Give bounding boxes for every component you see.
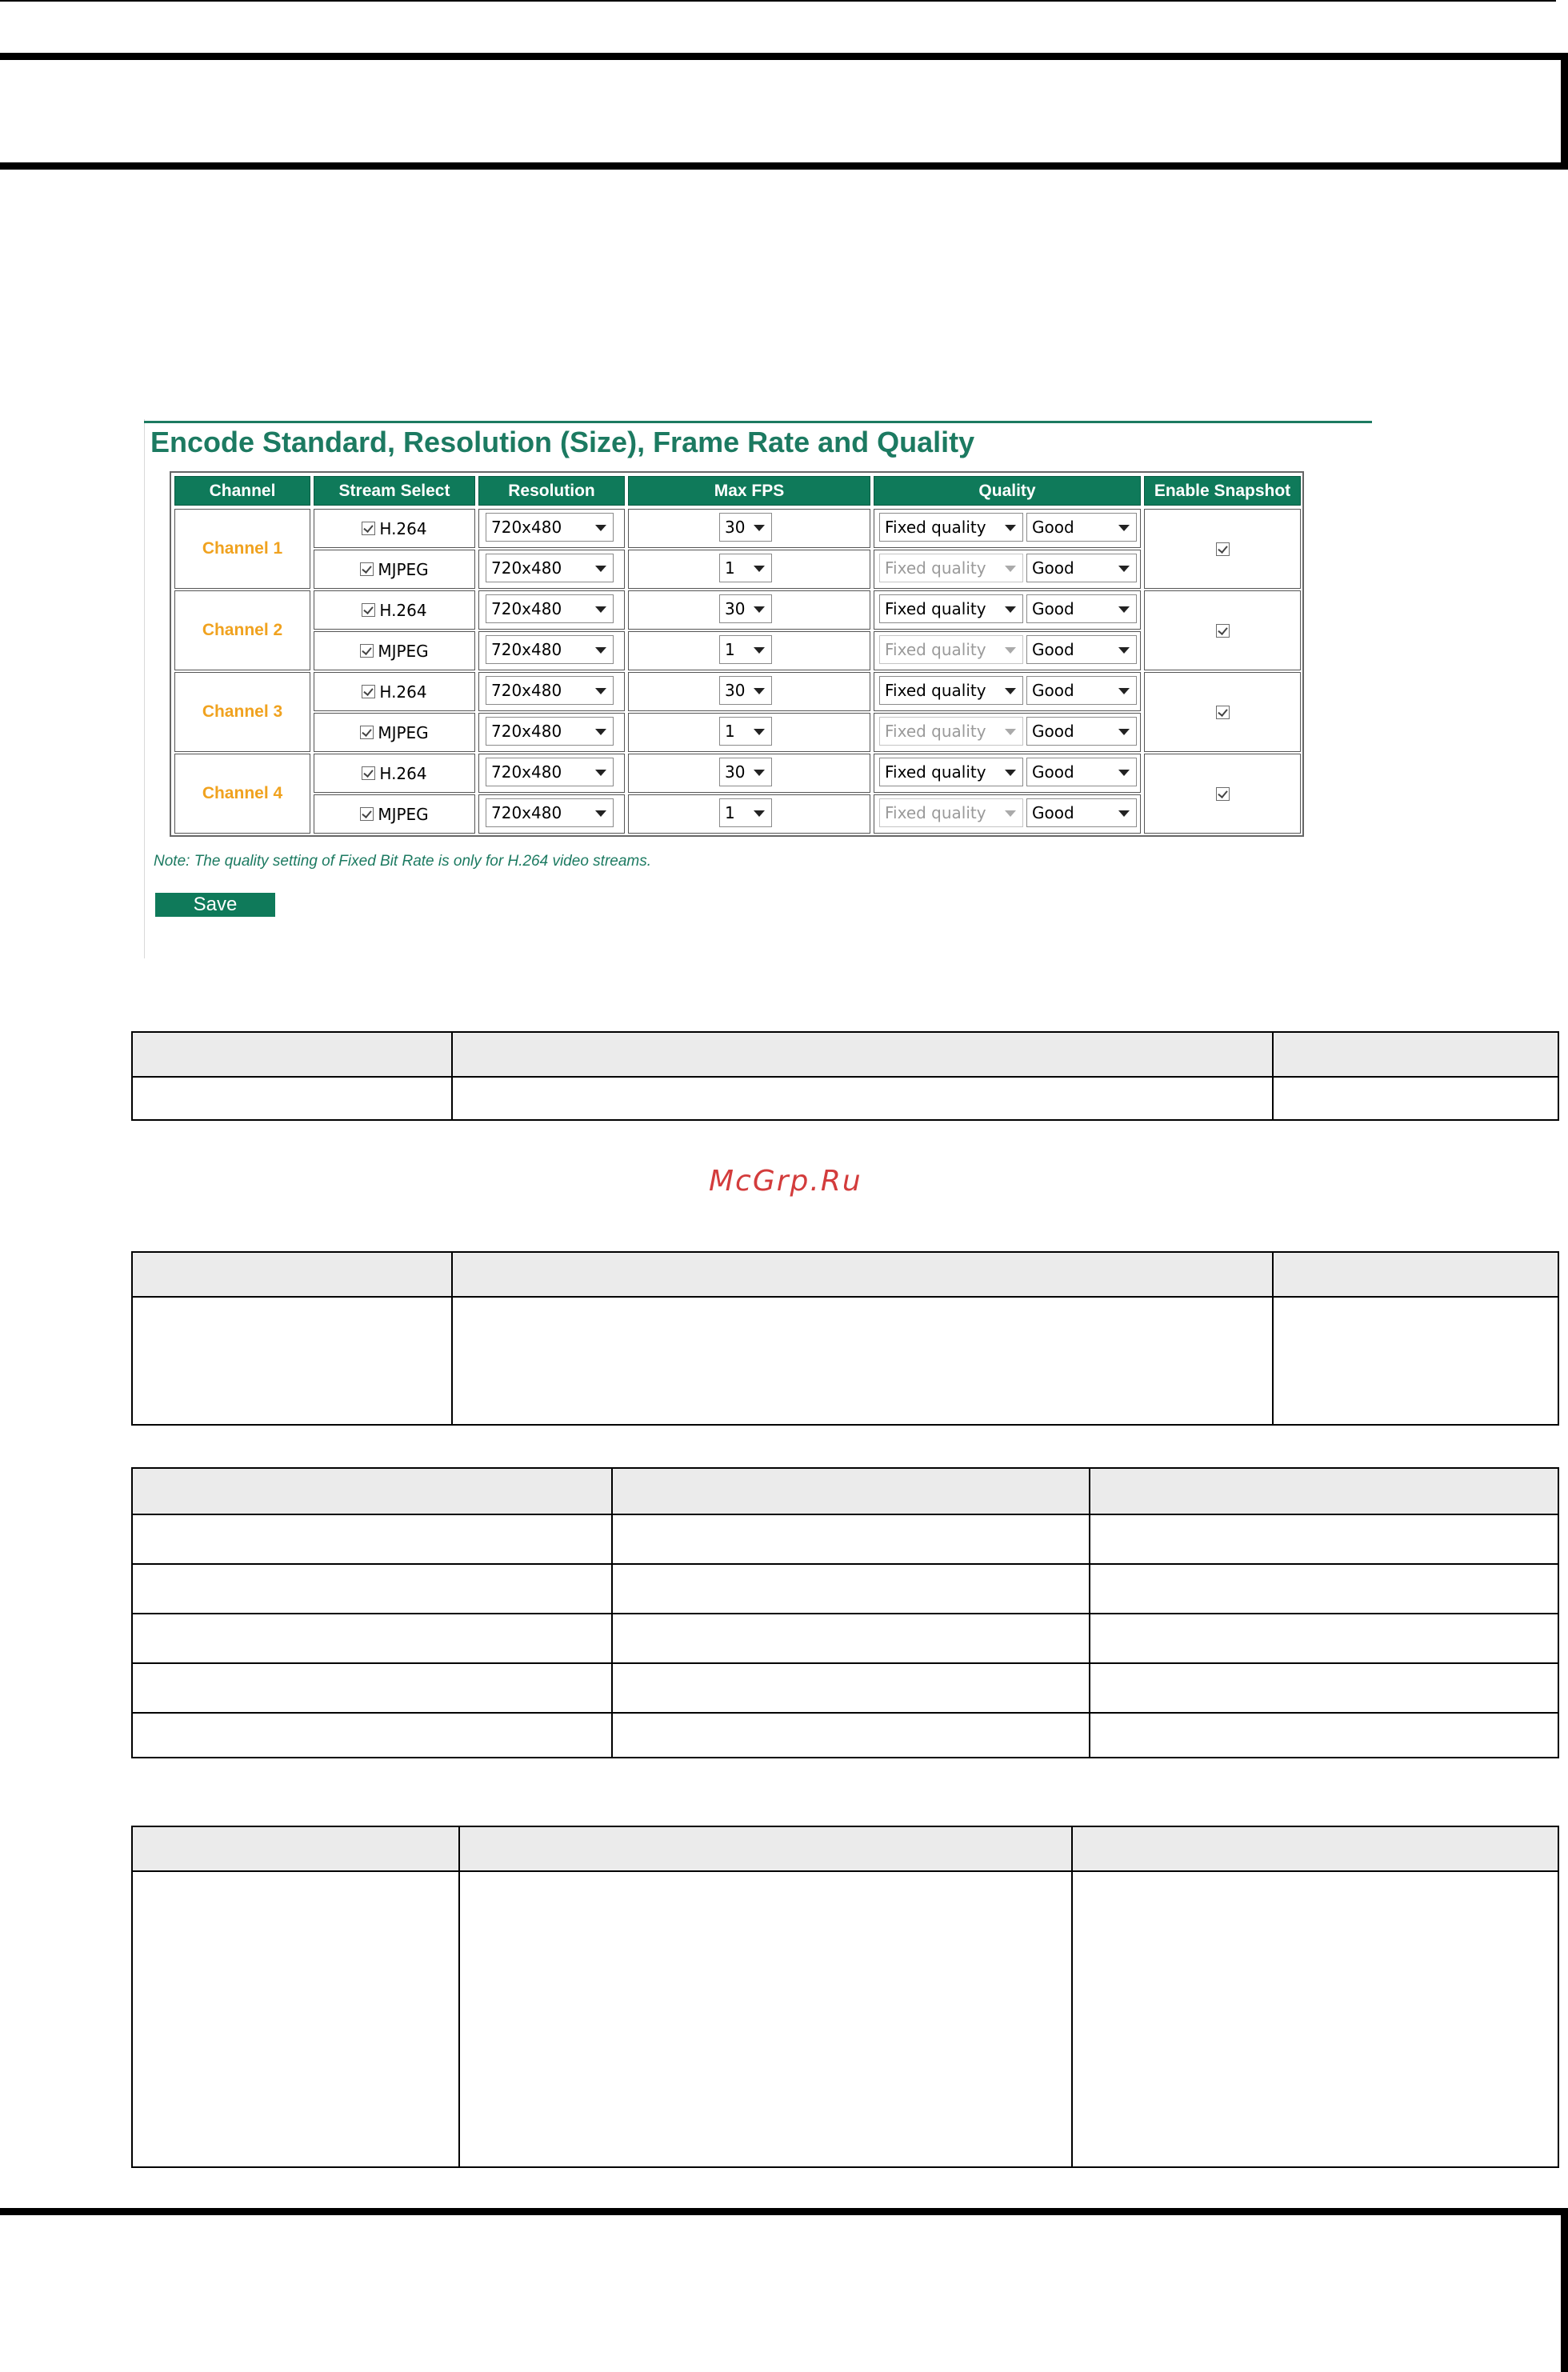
quality-level-select[interactable] [1026, 594, 1137, 623]
chevron-down-icon [595, 566, 606, 572]
hdr-enable-snapshot: Enable Snapshot [1144, 476, 1301, 506]
encode-settings-table [170, 471, 1304, 837]
chevron-down-icon [595, 770, 606, 776]
fps-select[interactable] [719, 798, 772, 827]
quality-cell [874, 509, 1141, 548]
snapshot-checkbox[interactable] [1216, 787, 1230, 801]
resolution-select-value: 720x480 [491, 722, 562, 741]
fps-cell [628, 509, 870, 548]
resolution-select-value: 720x480 [491, 640, 562, 659]
quality-level-select-value: Good [1032, 762, 1074, 782]
quality-note: Note: The quality setting of Fixed Bit Rate is only for H.264 video streams. [154, 853, 652, 870]
top-rule [0, 0, 1556, 2]
quality-mode-select-value: Fixed quality [885, 599, 986, 618]
chevron-down-icon [1005, 810, 1016, 817]
stream-name: MJPEG [378, 641, 429, 661]
header-frame [0, 53, 1568, 170]
hdr-stream-select: Stream Select [314, 476, 475, 506]
fps-select-value: 1 [725, 722, 735, 741]
quality-mode-select [879, 798, 1023, 827]
fps-select[interactable] [719, 717, 772, 746]
doc-table-3 [131, 1467, 1559, 1758]
snapshot-checkbox[interactable] [1216, 706, 1230, 719]
stream-select-cell [314, 550, 475, 589]
fps-select-value: 30 [725, 599, 746, 618]
chevron-down-icon [1005, 525, 1016, 531]
panel-title: Encode Standard, Resolution (Size), Frame Rate and Quality [150, 426, 975, 458]
stream-checkbox[interactable] [360, 807, 374, 821]
chevron-down-icon [754, 688, 765, 694]
stream-checkbox[interactable] [362, 685, 375, 698]
resolution-cell [478, 509, 625, 548]
doc-table-2 [131, 1251, 1559, 1426]
resolution-select[interactable] [486, 513, 614, 542]
channel-label: Channel 4 [174, 754, 310, 834]
chevron-down-icon [1005, 770, 1016, 776]
table-row [132, 1713, 1558, 1758]
table-row [132, 1663, 1558, 1713]
resolution-cell [478, 550, 625, 589]
chevron-down-icon [754, 606, 765, 613]
table-header-row [132, 1032, 1558, 1077]
chevron-down-icon [1005, 647, 1016, 654]
quality-mode-select-value: Fixed quality [885, 558, 986, 578]
stream-select-cell [314, 672, 475, 711]
table-row [132, 1514, 1558, 1564]
chevron-down-icon [754, 770, 765, 776]
stream-name: MJPEG [378, 804, 429, 824]
chevron-down-icon [595, 810, 606, 817]
quality-cell [874, 631, 1141, 670]
quality-mode-select[interactable] [879, 758, 1023, 786]
quality-level-select[interactable] [1026, 758, 1137, 786]
fps-select[interactable] [719, 513, 772, 542]
resolution-select[interactable] [486, 758, 614, 786]
footer-frame [0, 2208, 1568, 2372]
fps-cell [628, 672, 870, 711]
resolution-cell [478, 672, 625, 711]
stream-select-cell [314, 509, 475, 548]
quality-level-select[interactable] [1026, 554, 1137, 582]
quality-mode-select [879, 717, 1023, 746]
resolution-select[interactable] [486, 635, 614, 664]
quality-level-select-value: Good [1032, 558, 1074, 578]
stream-select-cell [314, 631, 475, 670]
quality-cell [874, 672, 1141, 711]
snapshot-checkbox[interactable] [1216, 542, 1230, 556]
resolution-cell [478, 590, 625, 630]
quality-cell [874, 794, 1141, 834]
hdr-max-fps: Max FPS [628, 476, 870, 506]
chevron-down-icon [1118, 606, 1130, 613]
resolution-select-value: 720x480 [491, 803, 562, 822]
stream-name: H.264 [379, 682, 427, 702]
quality-level-select-value: Good [1032, 599, 1074, 618]
fps-select[interactable] [719, 758, 772, 786]
chevron-down-icon [1118, 770, 1130, 776]
chevron-down-icon [595, 606, 606, 613]
resolution-select-value: 720x480 [491, 599, 562, 618]
doc-table-1 [131, 1031, 1559, 1121]
fps-select[interactable] [719, 554, 772, 582]
quality-mode-select[interactable] [879, 513, 1023, 542]
quality-level-select[interactable] [1026, 635, 1137, 664]
chevron-down-icon [595, 729, 606, 735]
chevron-down-icon [754, 647, 765, 654]
table-header-row [132, 1826, 1558, 1871]
chevron-down-icon [1118, 525, 1130, 531]
chevron-down-icon [595, 688, 606, 694]
chevron-down-icon [754, 729, 765, 735]
table-row [132, 1871, 1558, 2167]
table-header-row [132, 1468, 1558, 1514]
hdr-channel: Channel [174, 476, 310, 506]
resolution-select-value: 720x480 [491, 518, 562, 537]
fps-cell [628, 590, 870, 630]
channel-label: Channel 3 [174, 672, 310, 752]
fps-cell [628, 550, 870, 589]
quality-mode-select-value: Fixed quality [885, 762, 986, 782]
quality-mode-select [879, 635, 1023, 664]
snapshot-checkbox[interactable] [1216, 624, 1230, 638]
table-header-row [132, 1252, 1558, 1297]
channel-label: Channel 1 [174, 509, 310, 589]
fps-cell [628, 754, 870, 793]
stream-checkbox[interactable] [362, 603, 375, 617]
fps-select[interactable] [719, 676, 772, 705]
stream-name: H.264 [379, 518, 427, 538]
chevron-down-icon [1005, 606, 1016, 613]
fps-select-value: 30 [725, 681, 746, 700]
table-row [132, 1077, 1558, 1120]
snapshot-cell [1144, 509, 1301, 589]
chevron-down-icon [1005, 566, 1016, 572]
quality-mode-select-value: Fixed quality [885, 518, 986, 537]
quality-level-select[interactable] [1026, 717, 1137, 746]
stream-select-cell [314, 590, 475, 630]
stream-checkbox[interactable] [362, 522, 375, 535]
resolution-select[interactable] [486, 594, 614, 623]
quality-cell [874, 713, 1141, 752]
quality-level-select-value: Good [1032, 640, 1074, 659]
save-button[interactable]: Save [155, 893, 275, 917]
fps-select[interactable] [719, 635, 772, 664]
stream-checkbox[interactable] [360, 726, 374, 739]
resolution-select-value: 720x480 [491, 681, 562, 700]
doc-table-4 [131, 1826, 1559, 2168]
fps-select-value: 1 [725, 803, 735, 822]
chevron-down-icon [1118, 566, 1130, 572]
quality-mode-select-value: Fixed quality [885, 722, 986, 741]
chevron-down-icon [1005, 688, 1016, 694]
resolution-select-value: 720x480 [491, 558, 562, 578]
quality-mode-select[interactable] [879, 676, 1023, 705]
resolution-select[interactable] [486, 676, 614, 705]
chevron-down-icon [595, 647, 606, 654]
quality-cell [874, 590, 1141, 630]
quality-level-select-value: Good [1032, 518, 1074, 537]
table-row [132, 1297, 1558, 1425]
resolution-cell [478, 631, 625, 670]
stream-name: H.264 [379, 600, 427, 620]
quality-mode-select-value: Fixed quality [885, 803, 986, 822]
stream-name: H.264 [379, 763, 427, 783]
hdr-resolution: Resolution [478, 476, 625, 506]
chevron-down-icon [1118, 688, 1130, 694]
quality-cell [874, 754, 1141, 793]
chevron-down-icon [1118, 729, 1130, 735]
stream-name: MJPEG [378, 559, 429, 579]
table-row [132, 1614, 1558, 1663]
panel-top-rule [144, 421, 1372, 423]
quality-mode-select-value: Fixed quality [885, 640, 986, 659]
stream-name: MJPEG [378, 722, 429, 742]
quality-level-select-value: Good [1032, 681, 1074, 700]
chevron-down-icon [1005, 729, 1016, 735]
resolution-cell [478, 794, 625, 834]
fps-cell [628, 713, 870, 752]
chevron-down-icon [1118, 810, 1130, 817]
stream-checkbox[interactable] [360, 644, 374, 658]
resolution-cell [478, 754, 625, 793]
fps-select[interactable] [719, 594, 772, 623]
chevron-down-icon [1118, 647, 1130, 654]
fps-select-value: 30 [725, 762, 746, 782]
quality-level-select[interactable] [1026, 513, 1137, 542]
quality-mode-select-value: Fixed quality [885, 681, 986, 700]
table-row [132, 1564, 1558, 1614]
stream-checkbox[interactable] [362, 766, 375, 780]
resolution-select[interactable] [486, 798, 614, 827]
resolution-select-value: 720x480 [491, 762, 562, 782]
fps-select-value: 1 [725, 640, 735, 659]
snapshot-cell [1144, 754, 1301, 834]
stream-select-cell [314, 713, 475, 752]
resolution-select[interactable] [486, 717, 614, 746]
quality-level-select[interactable] [1026, 676, 1137, 705]
quality-mode-select[interactable] [879, 594, 1023, 623]
channel-label: Channel 2 [174, 590, 310, 670]
fps-select-value: 1 [725, 558, 735, 578]
chevron-down-icon [754, 525, 765, 531]
resolution-select[interactable] [486, 554, 614, 582]
chevron-down-icon [754, 810, 765, 817]
stream-checkbox[interactable] [360, 562, 374, 576]
resolution-cell [478, 713, 625, 752]
chevron-down-icon [595, 525, 606, 531]
chevron-down-icon [754, 566, 765, 572]
quality-level-select[interactable] [1026, 798, 1137, 827]
watermark-text: McGrp.Ru [709, 1165, 862, 1198]
fps-cell [628, 794, 870, 834]
hdr-quality: Quality [874, 476, 1141, 506]
snapshot-cell [1144, 672, 1301, 752]
fps-select-value: 30 [725, 518, 746, 537]
snapshot-cell [1144, 590, 1301, 670]
quality-mode-select [879, 554, 1023, 582]
stream-select-cell [314, 754, 475, 793]
stream-select-cell [314, 794, 475, 834]
quality-cell [874, 550, 1141, 589]
fps-cell [628, 631, 870, 670]
quality-level-select-value: Good [1032, 722, 1074, 741]
quality-level-select-value: Good [1032, 803, 1074, 822]
